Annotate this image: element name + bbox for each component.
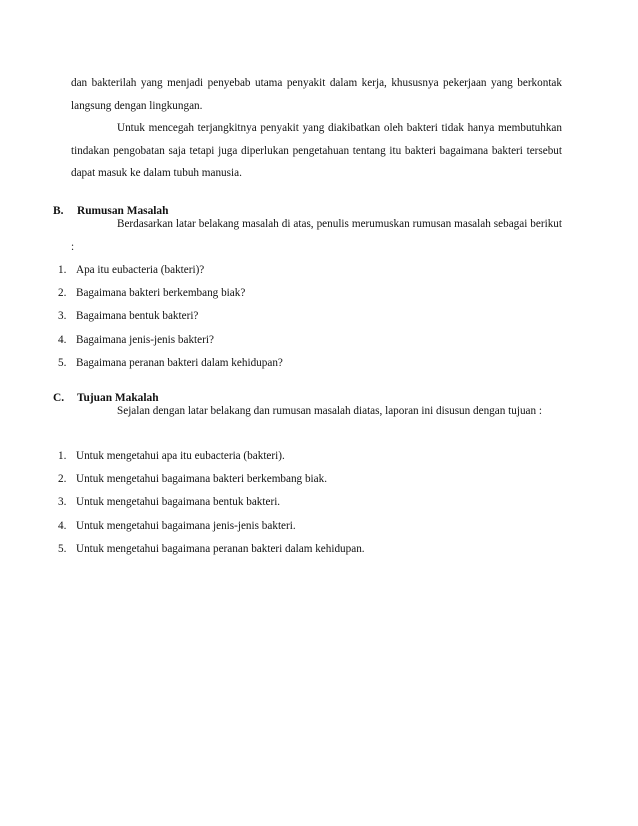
list-item [58, 538, 365, 561]
list-item-number: 2. [58, 287, 67, 300]
list-item-number: 1. [58, 450, 67, 462]
section-b-title: Rumusan Masalah [77, 205, 169, 217]
list-item-text: Apa itu eubacteria (bakteri)? [76, 264, 205, 276]
section-b-list [58, 259, 283, 375]
list-item [58, 491, 365, 514]
list-item-number: 2. [58, 473, 67, 486]
list-item-number: 4. [58, 519, 67, 532]
intro-paragraph-1: dan bakterilah yang menjadi penyebab utama penyakit dalam kerja, khususnya pekerjaan yang berkontak langsung dengan lingkungan. [71, 77, 562, 112]
list-item [58, 259, 283, 282]
list-item-text: Bagaimana bakteri berkembang biak? [76, 287, 246, 300]
list-item-number: 5. [58, 542, 67, 555]
intro-paragraph-2: Untuk mencegah terjangkitnya penyakit yang diakibatkan oleh bakteri tidak hanya membutuhkan tindakan pengobatan saja tetapi juga diperlukan pengetahuan tentang itu bakteri bagaimana bakteri tersebut dapat masuk ke dalam tubuh manusia. [71, 122, 562, 180]
list-item [58, 468, 365, 491]
list-item [58, 305, 283, 328]
list-item-text: Bagaimana bentuk bakteri? [76, 310, 199, 323]
list-item-text: Bagaimana peranan bakteri dalam kehidupan? [76, 356, 283, 369]
list-item-number: 5. [58, 356, 67, 369]
list-item-text: Bagaimana jenis-jenis bakteri? [76, 333, 214, 346]
list-item [58, 352, 283, 375]
list-item-text: Untuk mengetahui bagaimana bakteri berkembang biak. [76, 473, 328, 486]
section-b-letter: B. [53, 205, 64, 217]
section-b-intro: Berdasarkan latar belakang masalah di atas, penulis merumuskan rumusan masalah sebagai berikut : [71, 218, 562, 253]
section-c-letter: C. [53, 392, 65, 404]
list-item [58, 282, 283, 305]
section-c-list [58, 445, 365, 561]
list-item [58, 515, 365, 538]
list-item-number: 3. [58, 496, 67, 509]
section-c-title: Tujuan Makalah [77, 392, 159, 404]
list-item [58, 329, 283, 352]
list-item-number: 1. [58, 264, 67, 276]
list-item-number: 4. [58, 333, 67, 346]
list-item [58, 445, 365, 468]
list-item-text: Untuk mengetahui bagaimana jenis-jenis bakteri. [76, 519, 296, 532]
section-c-intro: Sejalan dengan latar belakang dan rumusan masalah diatas, laporan ini disusun dengan tujuan : [117, 405, 542, 417]
list-item-text: Untuk mengetahui bagaimana bentuk bakteri. [76, 496, 281, 509]
list-item-text: Untuk mengetahui apa itu eubacteria (bakteri). [76, 450, 285, 462]
list-item-number: 3. [58, 310, 67, 323]
list-item-text: Untuk mengetahui bagaimana peranan bakteri dalam kehidupan. [76, 542, 365, 555]
